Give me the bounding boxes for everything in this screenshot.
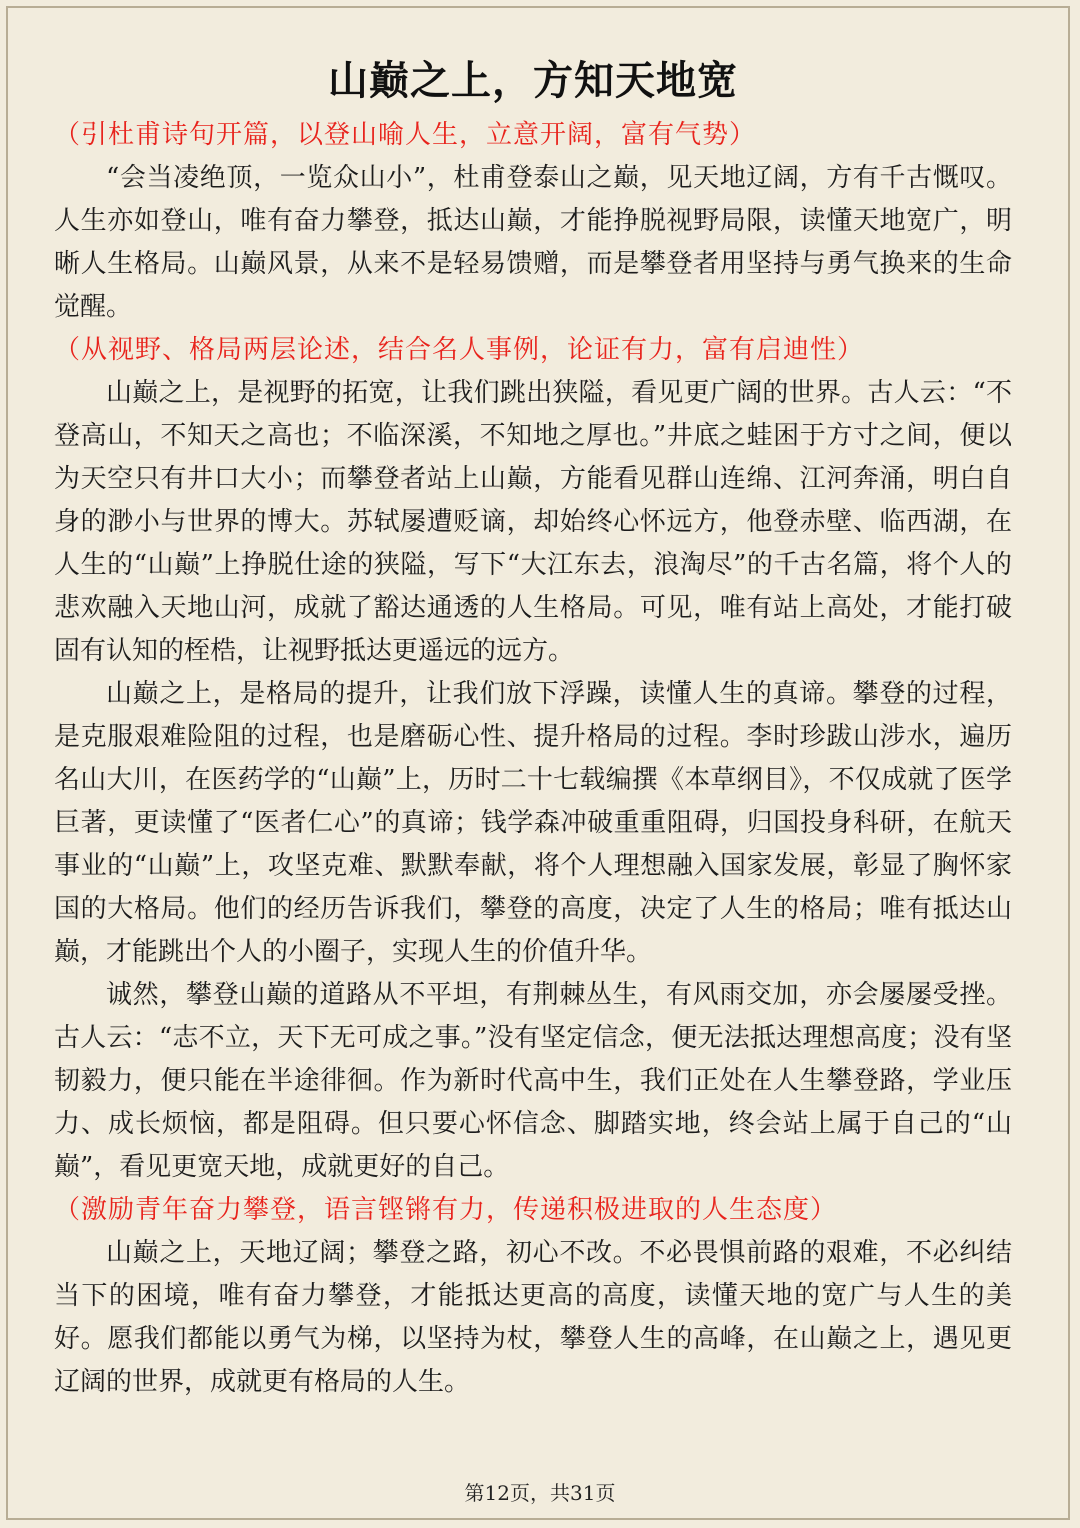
paragraph-3: 山巅之上，是格局的提升，让我们放下浮躁，读懂人生的真谛。攀登的过程，是克服艰难险阻的过程，也是磨砺心性、提升格局的过程。李时珍跋山涉水，遍历名山大川，在医药学的“山巅”上，历时二十七载编撰《本草纲目》，不仅成就了医学巨著，更读懂了“医者仁心”的真谛；钱学森冲破重重阻碍，归国投身科研，在航天事业的“山巅”上，攻坚克难、默默奉献，将个人理想融入国家发展，彰显了胸怀家国的大格局。他们的经历告诉我们，攀登的高度，决定了人生的格局；唯有抵达山巅，才能跳出个人的小圈子，实现人生的价值升华。 (54, 679, 1012, 967)
comment-intro: （引杜甫诗句开篇，以登山喻人生，立意开阔，富有气势） (54, 120, 757, 150)
document-page (54, 50, 1012, 1404)
comment-body: （从视野、格局两层论述，结合名人事例，论证有力，富有启迪性） (54, 335, 865, 365)
paragraph-5: 山巅之上，天地辽阔；攀登之路，初心不改。不必畏惧前路的艰难，不必纠结当下的困境，唯有奋力攀登，才能抵达更高的高度，读懂天地的宽广与人生的美好。愿我们都能以勇气为梯，以坚持为杖，攀登人生的高峰，在山巅之上，遇见更辽阔的世界，成就更有格局的人生。 (54, 1238, 1012, 1397)
page-number: 第12页，共31页 (464, 1481, 616, 1505)
comment-conclusion: （激励青年奋力攀登，语言铿锵有力，传递积极进取的人生态度） (54, 1195, 838, 1225)
essay-title: 山巅之上，方知天地宽 (328, 57, 738, 104)
paragraph-1: “会当凌绝顶，一览众山小”，杜甫登泰山之巅，见天地辽阔，方有千古慨叹。人生亦如登山，唯有奋力攀登，抵达山巅，才能挣脱视野局限，读懂天地宽广，明晰人生格局。山巅风景，从来不是轻易馈赠，而是攀登者用坚持与勇气换来的生命觉醒。 (54, 163, 1012, 322)
paragraph-2: 山巅之上，是视野的拓宽，让我们跳出狭隘，看见更广阔的世界。古人云：“不登高山，不知天之高也；不临深溪，不知地之厚也。”井底之蛙困于方寸之间，便以为天空只有井口大小；而攀登者站上山巅，方能看见群山连绵、江河奔涌，明白自身的渺小与世界的博大。苏轼屡遭贬谪，却始终心怀远方，他登赤壁、临西湖，在人生的“山巅”上挣脱仕途的狭隘，写下“大江东去，浪淘尽”的千古名篇，将个人的悲欢融入天地山河，成就了豁达通透的人生格局。可见，唯有站上高处，才能打破固有认知的桎梏，让视野抵达更遥远的远方。 (54, 378, 1012, 666)
paragraph-4: 诚然，攀登山巅的道路从不平坦，有荆棘丛生，有风雨交加，亦会屡屡受挫。古人云：“志不立，天下无可成之事。”没有坚定信念，便无法抵达理想高度；没有坚韧毅力，便只能在半途徘徊。作为新时代高中生，我们正处在人生攀登路，学业压力、成长烦恼，都是阻碍。但只要心怀信念、脚踏实地，终会站上属于自己的“山巅”，看见更宽天地，成就更好的自己。 (54, 980, 1012, 1182)
